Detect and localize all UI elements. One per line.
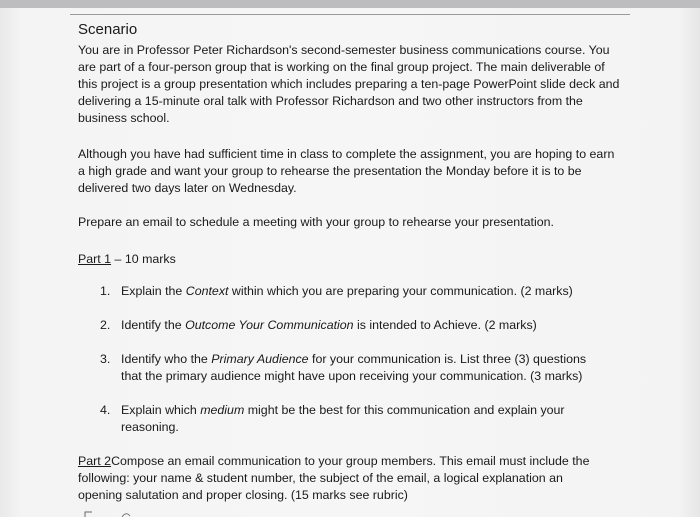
question-item [100,402,607,436]
document-body [78,20,630,504]
question-number: 4. [100,403,111,417]
question-number: 3. [100,352,111,366]
part2-text: Compose an email communication to your group members. This email must include the following: your name & student number, the subject of the email, a logical explanation an opening salutation and proper closing. (15 marks see rubric) [78,454,590,502]
question-emphasis: Outcome Your Communication [185,318,354,332]
question-item [100,317,607,334]
top-strip [0,0,700,8]
question-text: within which you are preparing your communication. (2 marks) [228,284,573,298]
goal-paragraph: Although you have had sufficient time in class to complete the assignment, you are hoping to earn a high grade and want your group to rehearse the presentation the Monday before it is to be delivered two days later on Wednesday. [78,147,615,195]
question-text: might be the best for this communication and explain your reasoning. [121,403,565,434]
question-emphasis: Primary Audience [211,352,309,366]
question-text: Explain which [121,403,201,417]
part2-paragraph [78,453,608,504]
question-number: 1. [100,284,111,298]
question-text: is intended to Achieve. (2 marks) [353,318,537,332]
question-emphasis: medium [200,403,245,417]
question-text: Identify who the [121,352,212,366]
scenario-paragraph: You are in Professor Peter Richardson's second-semester business communications course. You are part of a four-person group that is working on the final group project. The main deliverable of this project is a group presentation which includes preparing a ten-page PowerPoint slide deck and delivering a 15-minute oral talk with Professor Richardson and two other instructors from the business school. [78,43,620,125]
task-paragraph: Prepare an email to schedule a meeting with your group to rehearse your presentation. [78,215,554,229]
scenario-heading: Scenario [78,21,138,38]
question-text: Identify the [121,318,186,332]
question-item [100,351,607,385]
question-item [100,283,607,300]
part1-label: Part 1 [78,252,112,266]
question-text: for your communication is. List three (3) questions that the primary audience might have upon receiving your communication. (3 marks) [121,352,587,383]
part2-label: Part 2 [78,454,112,468]
question-text: Explain the [121,284,186,298]
question-number: 2. [100,318,111,332]
part1-marks: – 10 marks [111,252,176,266]
question-list [78,283,630,436]
cut-off-text-fragment [84,511,144,517]
header-divider [70,14,630,15]
question-emphasis: Context [185,284,229,298]
part1-heading [78,251,630,268]
